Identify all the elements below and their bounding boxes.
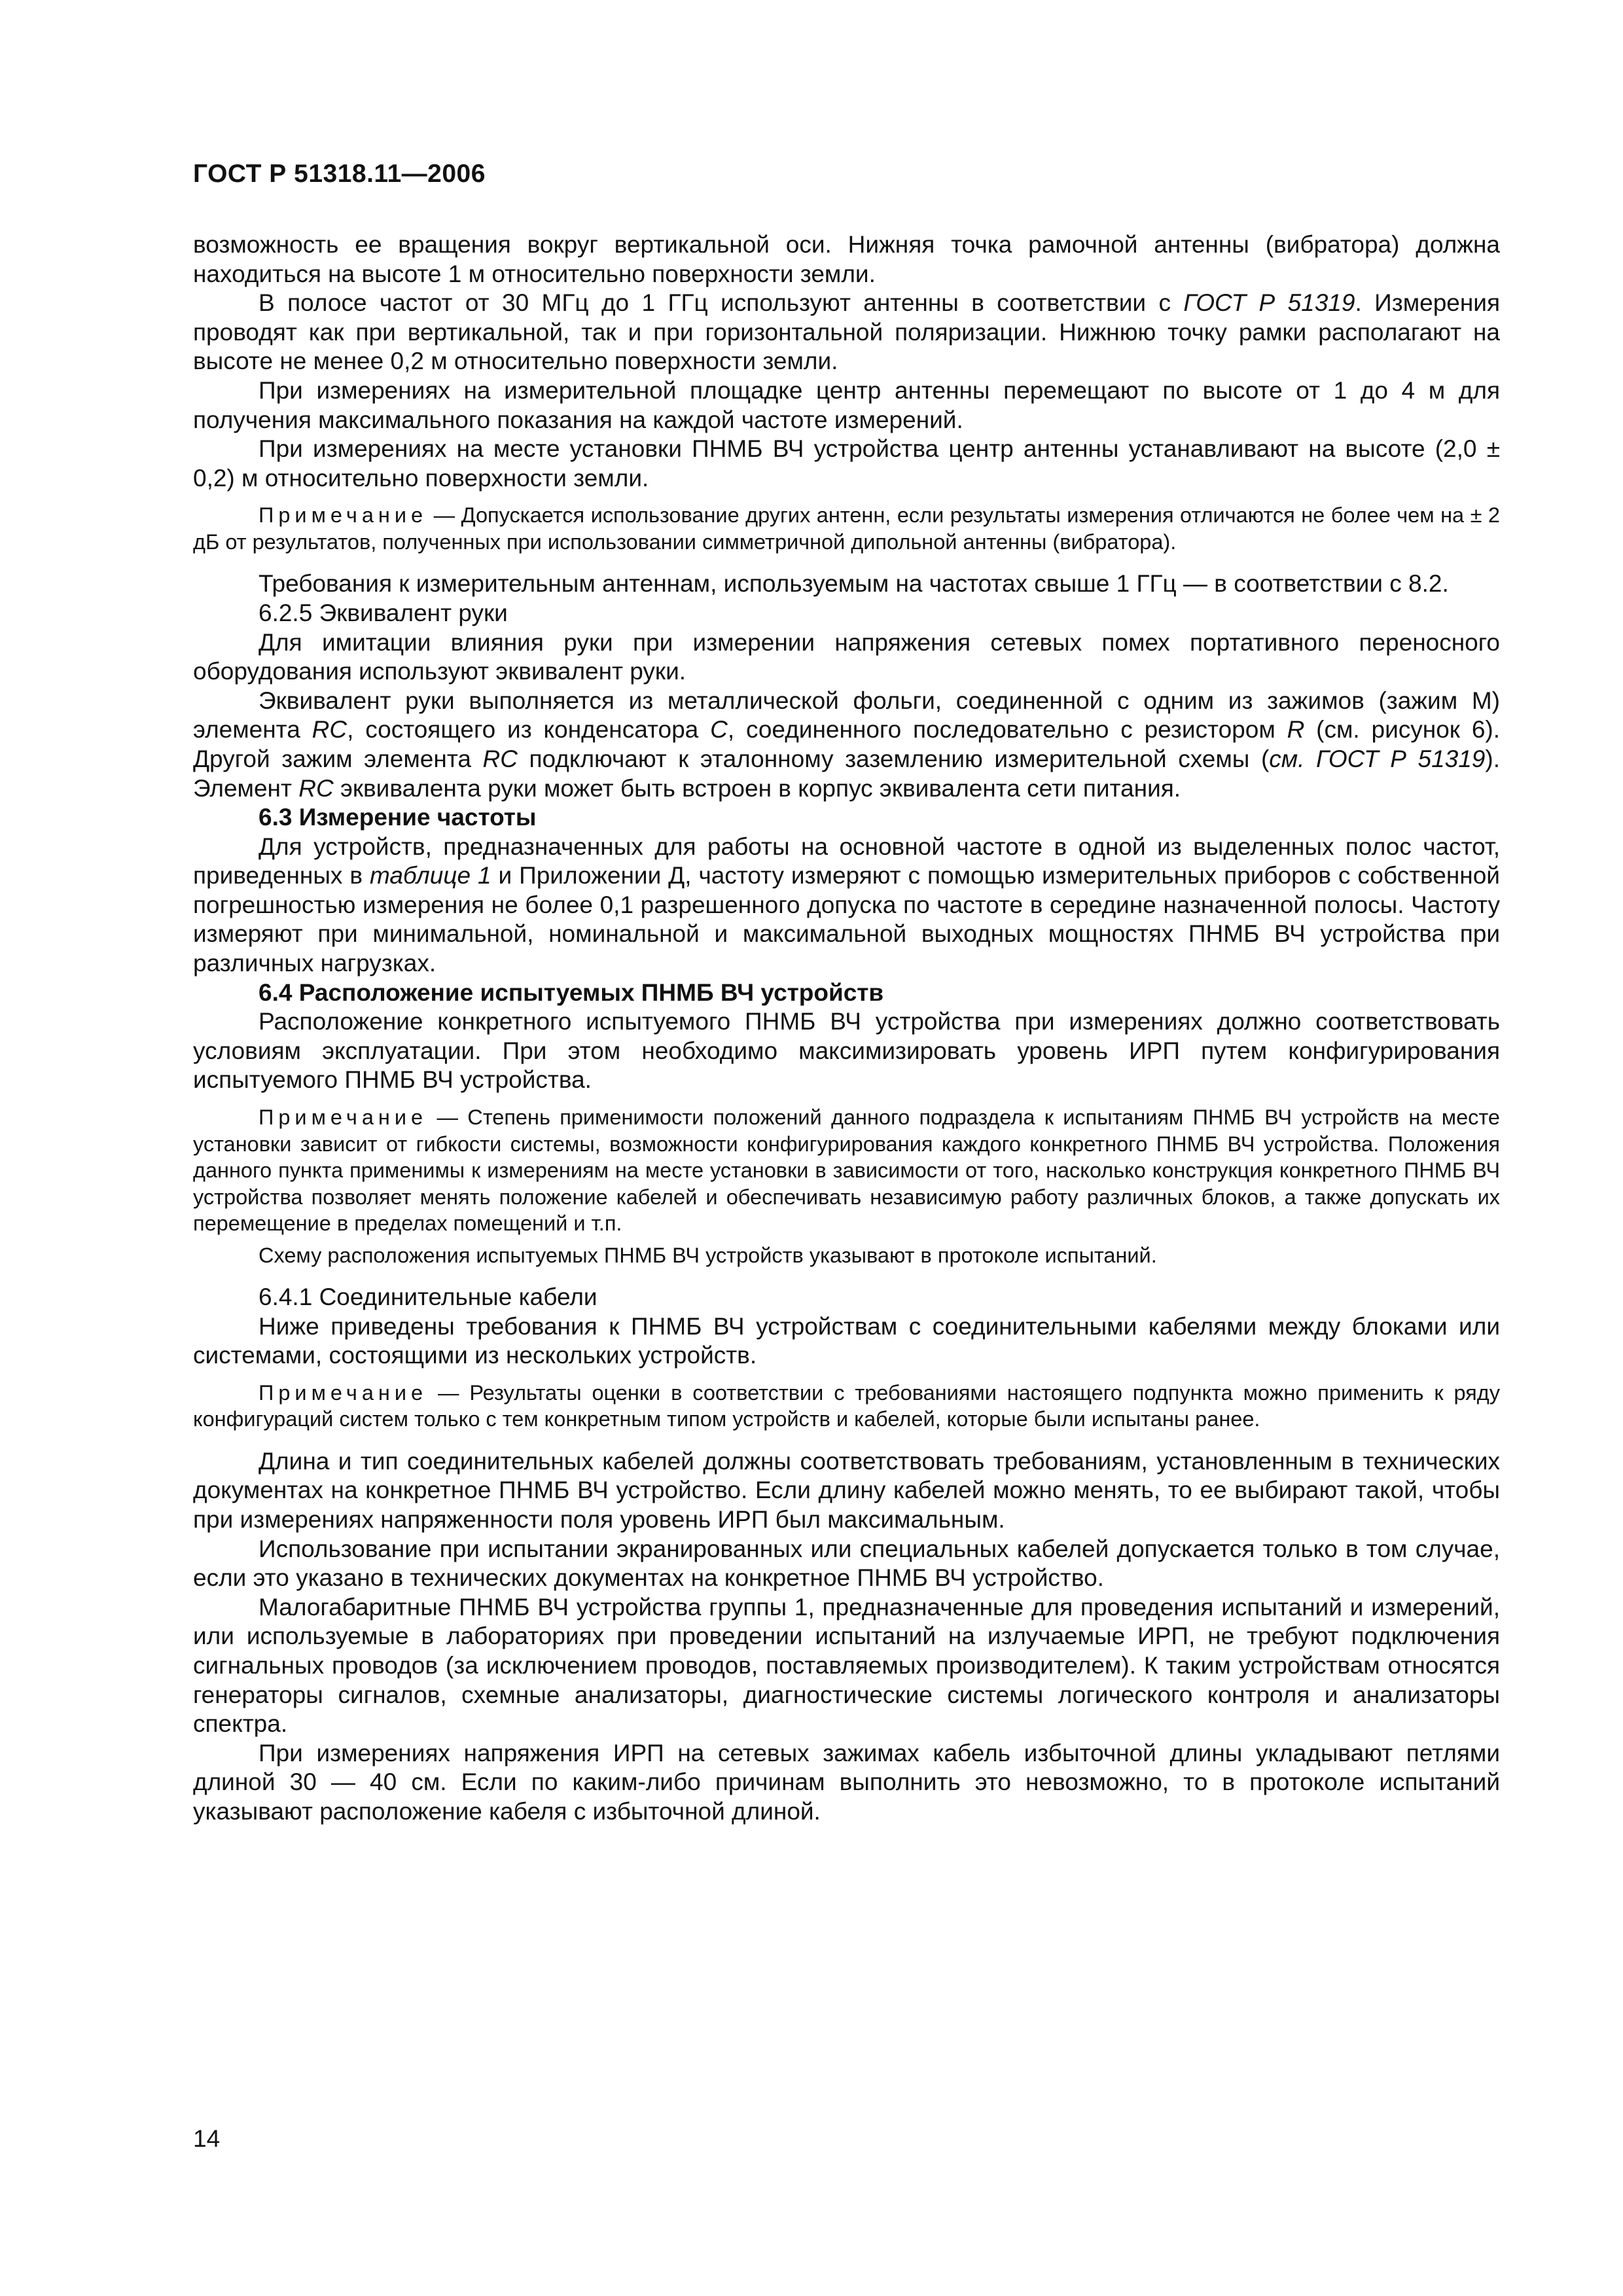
paragraph: При измерениях на измерительной площадке центр антенны перемещают по высоте от 1 до 4 м для получения максимального показания на каждой частоте измерений.: [193, 376, 1500, 433]
paragraph: возможность ее вращения вокруг вертикальной оси. Нижняя точка рамочной антенны (вибратора) должна находиться на высоте 1 м относительно поверхности земли.: [193, 231, 1500, 287]
note-label: Примечание: [259, 503, 428, 528]
note-label: Примечание: [259, 1380, 428, 1405]
paragraph: Расположение конкретного испытуемого ПНМБ ВЧ устройства при измерениях должно соответствовать условиям эксплуатации. При этом необходимо максимизировать уровень ИРП путем конфигурирования испытуемого ПНМБ ВЧ устройства.: [193, 1008, 1500, 1094]
document-header: ГОСТ Р 51318.11—2006: [193, 160, 486, 188]
paragraph: При измерениях на месте установки ПНМБ ВЧ устройства центр антенны устанавливают на высоте (2,0 ± 0,2) м относительно поверхности земли.: [193, 435, 1500, 492]
paragraph: В полосе частот от 30 МГц до 1 ГГц используют антенны в соответствии с ГОСТ Р 51319. Измерения проводят как при вертикальной, так и при горизонтальной поляризации. Нижнюю точку рамки располагают на высоте не менее 0,2 м относительно поверхности земли.: [193, 289, 1501, 375]
paragraph: Длина и тип соединительных кабелей должны соответствовать требованиям, установленным в технических документах на конкретное ПНМБ ВЧ устройство. Если длину кабелей можно менять, то ее выбирают такой, чтобы при измерениях напряженности поля уровень ИРП был максимальным.: [193, 1447, 1500, 1533]
paragraph: Эквивалент руки выполняется из металлической фольги, соединенной с одним из зажимов (зажим М) элемента RC, состоящего из конденсатора C, соединенного последовательно с резистором R (см. рисунок 6). Другой зажим элемента RC подключают к эталонному заземлению измерительной схемы (см. ГОСТ Р 51319). Элемент RC эквивалента руки может быть встроен в корпус эквивалента сети питания.: [193, 687, 1500, 802]
paragraph: Для имитации влияния руки при измерении напряжения сетевых помех портативного переносного оборудования используют эквивалент руки.: [193, 628, 1500, 685]
note: Примечание — Степень применимости положений данного подраздела к испытаниям ПНМБ ВЧ устройств на месте установки зависит от гибкости системы, возможности конфигурирования каждого конкретного ПНМБ ВЧ устройства. Положения данного пункта применимы к измерениям на месте установки в зависимости от того, насколько конструкция конкретного ПНМБ ВЧ устройства позволяет менять положение кабелей и обеспечивать независимую работу различных блоков, а также допускать их перемещение в пределах помещений и т.п.: [193, 1105, 1500, 1236]
paragraph: Малогабаритные ПНМБ ВЧ устройства группы 1, предназначенные для проведения испытаний и измерений, или используемые в лабораториях при проведении испытаний на излучаемые ИРП, не требуют подключения сигнальных проводов (за исключением проводов, поставляемых производителем). К таким устройствам относятся генераторы сигналов, схемные анализаторы, диагностические системы логического контроля и анализаторы спектра.: [193, 1593, 1500, 1738]
table-reference: таблице 1: [369, 862, 491, 889]
document-body: [193, 230, 1500, 1827]
paragraph: Использование при испытании экранированных или специальных кабелей допускается только в том случае, если это указано в технических документах на конкретное ПНМБ ВЧ устройство.: [193, 1535, 1500, 1592]
paragraph: При измерениях напряжения ИРП на сетевых зажимах кабель избыточной длины укладывают петлями длиной 30 — 40 см. Если по каким-либо причинам выполнить это невозможно, то в протоколе испытаний указывают расположение кабеля с избыточной длиной.: [193, 1739, 1500, 1825]
section-heading-6-3: 6.3 Измерение частоты: [259, 804, 537, 831]
paragraph: Ниже приведены требования к ПНМБ ВЧ устройствам с соединительными кабелями между блоками или системами, состоящими из нескольких устройств.: [193, 1312, 1500, 1369]
note-continuation: Схему расположения испытуемых ПНМБ ВЧ устройств указывают в протоколе испытаний.: [259, 1243, 1157, 1267]
paragraph: Для устройств, предназначенных для работы на основной частоте в одной из выделенных полос частот, приведенных в таблице 1 и Приложении Д, частоту измеряют с помощью измерительных приборов с собственной погрешностью измерения не более 0,1 разрешенного допуска по частоте в середине назначенной полосы. Частоту измеряют при минимальной, номинальной и максимальной выходных мощностях ПНМБ ВЧ устройства при различных нагрузках.: [193, 833, 1500, 977]
section-heading-6-4-1: 6.4.1 Соединительные кабели: [259, 1283, 597, 1311]
section-heading-6-2-5: 6.2.5 Эквивалент руки: [259, 599, 508, 626]
note: Примечание — Допускается использование других антенн, если результаты измерения отличаются не более чем на ± 2 дБ от результатов, полученных при использовании симметричной дипольной антенны (вибратора).: [193, 503, 1500, 554]
note-label: Примечание: [259, 1105, 428, 1130]
standard-reference: ГОСТ Р 51319: [1183, 289, 1355, 317]
standard-reference: см. ГОСТ Р 51319: [1269, 745, 1486, 772]
note: Примечание — Результаты оценки в соответствии с требованиями настоящего подпункта можно применить к ряду конфигураций систем только с тем конкретным типом устройств и кабелей, которые были испытаны ранее.: [193, 1380, 1500, 1431]
section-heading-6-4: 6.4 Расположение испытуемых ПНМБ ВЧ устройств: [259, 978, 884, 1006]
page-number: 14: [193, 2125, 221, 2152]
paragraph: Требования к измерительным антеннам, используемым на частотах свыше 1 ГГц — в соответствии с 8.2.: [259, 570, 1449, 598]
